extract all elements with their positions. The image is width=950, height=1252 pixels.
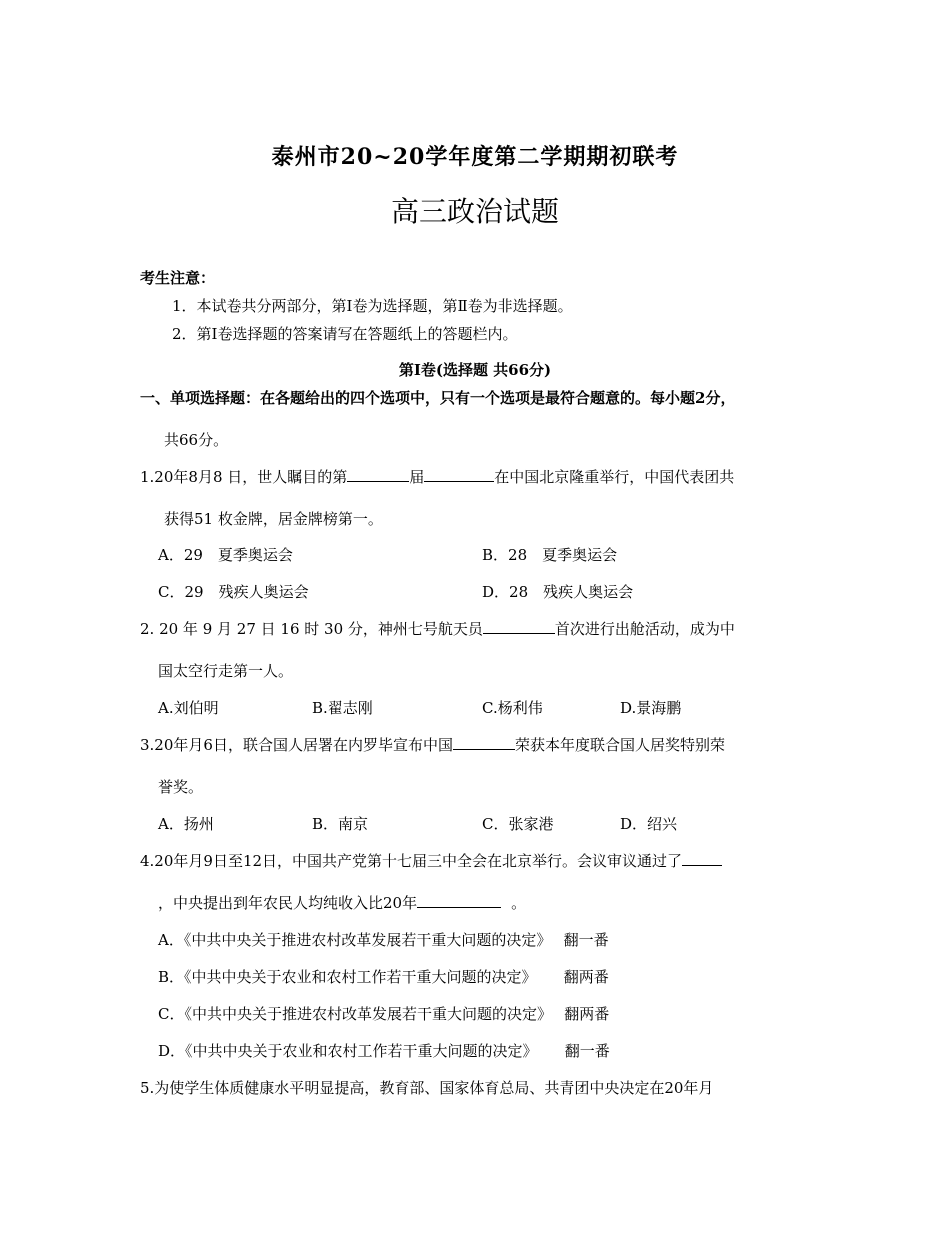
answer-blank — [417, 893, 501, 908]
section-instructions-line2: 共66分。 — [164, 431, 229, 449]
question-1-option-c: C．29 残疾人奥运会 — [158, 583, 309, 601]
question-1-stem-line2: 获得51 枚金牌，居金牌榜第一。 — [164, 510, 383, 528]
question-4-stem-line2 — [158, 893, 526, 913]
notice-heading: 考生注意： — [140, 269, 216, 287]
answer-blank — [682, 851, 722, 866]
question-4-option-c: C．《中共中央关于推进农村改革发展若干重大问题的决定》 翻两番 — [158, 1005, 610, 1023]
question-3-text-b: 荣获本年度联合国人居奖特别荣 — [514, 736, 725, 754]
question-2-text-a: 2. 20 年 9 月 27 日 16 时 30 分，神州七号航天员 — [140, 620, 483, 638]
question-3-stem — [140, 735, 725, 755]
question-3-text-a: 3.20年月6日，联合国人居署在内罗毕宣布中国 — [140, 736, 453, 754]
question-4-option-b: B．《中共中央关于农业和农村工作若干重大问题的决定》 翻两番 — [158, 968, 609, 986]
section-instructions-line1: 一、单项选择题：在各题给出的四个选项中，只有一个选项是最符合题意的。每小题2分， — [140, 389, 736, 407]
question-3-option-c: C．张家港 — [482, 815, 554, 833]
question-4-stem — [140, 851, 722, 871]
question-2-option-d: D.景海鹏 — [620, 699, 682, 717]
question-1-option-d: D．28 残疾人奥运会 — [482, 583, 634, 601]
question-1-text-c: 在中国北京隆重举行，中国代表团共 — [494, 468, 735, 486]
question-1-text-b: 届 — [409, 468, 425, 486]
question-3-option-d: D．绍兴 — [620, 815, 678, 833]
exam-subject-title: 高三政治试题 — [390, 195, 559, 228]
question-1-stem — [140, 467, 734, 487]
question-4-option-a: A．《中共中央关于推进农村改革发展若干重大问题的决定》 翻一番 — [158, 931, 609, 949]
question-2-option-a: A.刘伯明 — [158, 699, 219, 717]
question-4-text-b: ，中央提出到年农民人均纯收入比20年 — [158, 894, 418, 912]
question-2-stem-line2: 国太空行走第一人。 — [158, 662, 294, 680]
question-4-option-d: D．《中共中央关于农业和农村工作若干重大问题的决定》 翻一番 — [158, 1042, 610, 1060]
question-4-text-c: 。 — [511, 894, 527, 912]
answer-blank — [347, 467, 409, 482]
question-1-option-a: A．29 夏季奥运会 — [158, 546, 293, 564]
question-1-text-a: 1.20年8月8 日，世人瞩目的第 — [140, 468, 348, 486]
question-2-stem — [140, 619, 735, 639]
answer-blank — [483, 619, 555, 634]
question-3-option-b: B．南京 — [312, 815, 369, 833]
notice-item-2: 2．第Ⅰ卷选择题的答案请写在答题纸上的答题栏内。 — [172, 325, 518, 343]
exam-title: 泰州市20~20学年度第二学期期初联考 — [271, 144, 679, 170]
question-2-option-c: C.杨利伟 — [482, 699, 543, 717]
answer-blank — [453, 735, 515, 750]
section-title: 第Ⅰ卷(选择题 共66分) — [398, 361, 552, 379]
question-3-stem-line2: 誉奖。 — [158, 778, 204, 796]
question-2-option-b: B.翟志刚 — [312, 699, 373, 717]
question-2-text-b: 首次进行出舱活动，成为中 — [554, 620, 735, 638]
question-1-option-b: B．28 夏季奥运会 — [482, 546, 618, 564]
notice-item-1: 1．本试卷共分两部分，第Ⅰ卷为选择题，第Ⅱ卷为非选择题。 — [172, 297, 573, 315]
section-instructions — [140, 388, 735, 408]
question-5-stem: 5.为使学生体质健康水平明显提高，教育部、国家体育总局、共青团中央决定在20年月 — [140, 1079, 714, 1097]
answer-blank — [424, 467, 494, 482]
question-3-option-a: A．扬州 — [158, 815, 214, 833]
question-4-text-a: 4.20年月9日至12日，中国共产党第十七届三中全会在北京举行。会议审议通过了 — [140, 852, 683, 870]
